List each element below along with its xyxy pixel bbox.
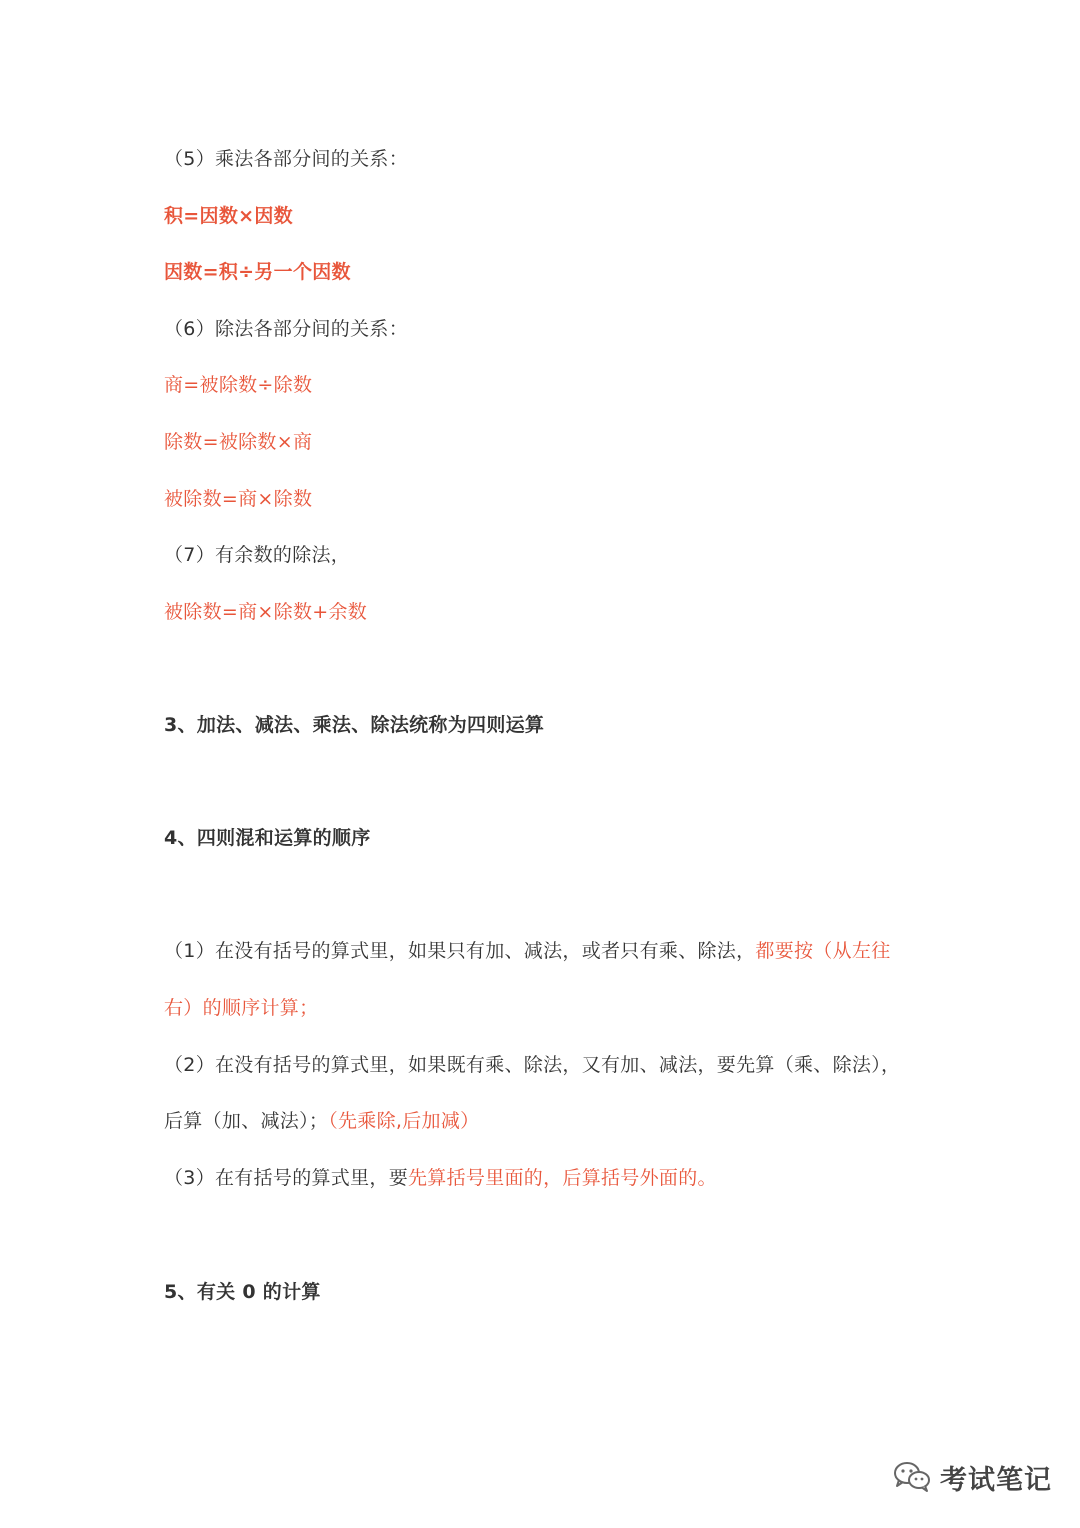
multiplication-relation-heading: （5）乘法各部分间的关系： — [164, 148, 408, 170]
remainder-division-heading: （7）有余数的除法， — [164, 544, 351, 566]
wechat-icon — [892, 1459, 932, 1497]
formula-quotient: 商=被除数÷除数 — [164, 374, 313, 396]
section-5-heading: 5、有关 0 的计算 — [164, 1281, 321, 1303]
section-3-heading: 3、加法、减法、乘法、除法统称为四则运算 — [164, 714, 545, 736]
rule-1-line-1 — [164, 938, 891, 964]
rule-1-highlight: 都要按（从左往 — [755, 940, 891, 962]
formula-dividend: 被除数=商×除数 — [164, 488, 313, 510]
rule-2-highlight: （先乘除,后加减） — [328, 1110, 480, 1132]
rule-2-text: 后算（加、减法）； — [164, 1110, 329, 1132]
watermark-text: 考试笔记 — [940, 1465, 1052, 1496]
watermark — [892, 1458, 1052, 1497]
rule-2-line-2 — [164, 1108, 479, 1134]
section-4-heading: 4、四则混和运算的顺序 — [164, 827, 371, 849]
formula-product: 积=因数×因数 — [164, 205, 293, 227]
formula-divisor: 除数=被除数×商 — [164, 431, 313, 453]
formula-factor: 因数=积÷另一个因数 — [164, 261, 351, 283]
rule-3-highlight: 先算括号里面的，后算括号外面的。 — [408, 1167, 717, 1189]
rule-2-line-1: （2）在没有括号的算式里，如果既有乘、除法，又有加、减法，要先算（乘、除法）， — [164, 1054, 901, 1076]
rule-3-line — [164, 1165, 717, 1191]
rule-1-text: （1）在没有括号的算式里，如果只有加、减法，或者只有乘、除法， — [164, 940, 756, 962]
formula-dividend-remainder: 被除数=商×除数+余数 — [164, 601, 368, 623]
rule-3-text: （3）在有括号的算式里，要 — [164, 1167, 408, 1189]
rule-1-line-2: 右）的顺序计算； — [164, 997, 319, 1019]
division-relation-heading: （6）除法各部分间的关系： — [164, 318, 408, 340]
